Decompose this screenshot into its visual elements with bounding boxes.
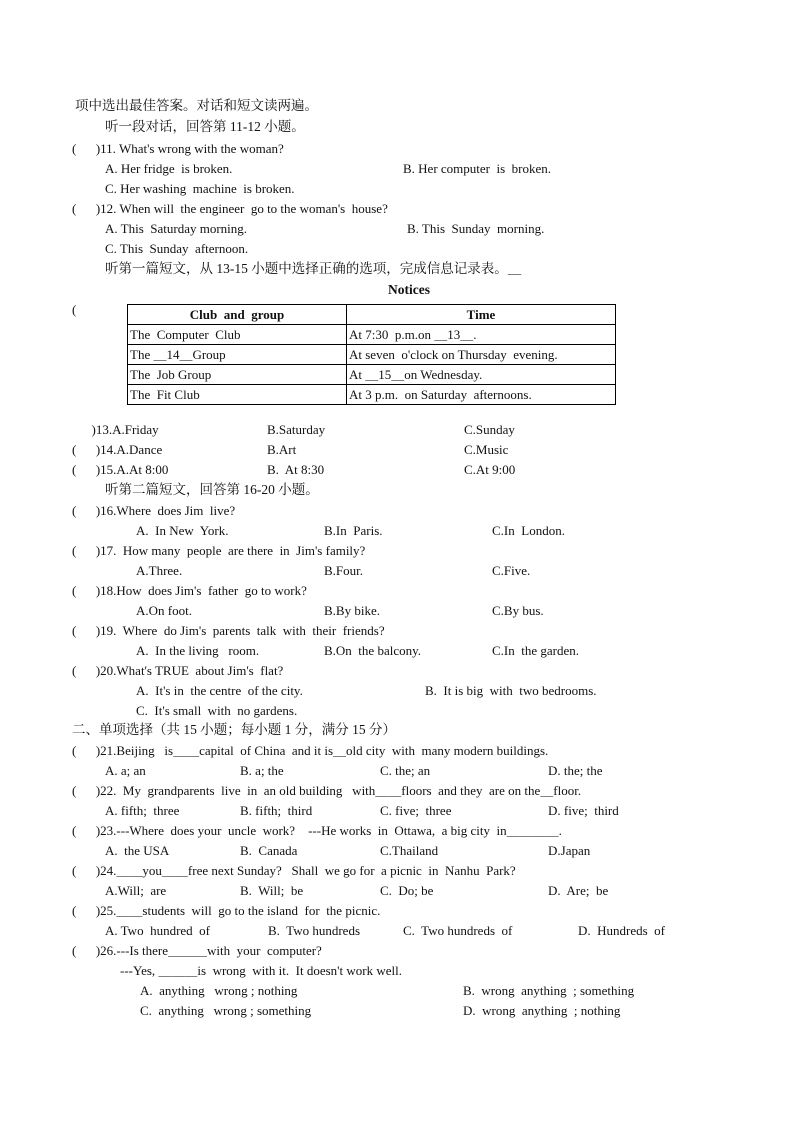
q13-option-c: C.Sunday: [464, 422, 515, 437]
intro-line-2: 听一段对话，回答第 11-12 小题。: [105, 119, 305, 134]
q11-option-a: A. Her fridge is broken.: [105, 161, 233, 176]
q16-option-b: B.In Paris.: [324, 523, 383, 538]
q20-option-a: A. It's in the centre of the city.: [136, 683, 303, 698]
q23-option-a: A. the USA: [105, 843, 170, 858]
q15-option-c: C.At 9:00: [464, 462, 516, 477]
notices-cell: At ＿15＿on Wednesday.: [347, 365, 616, 385]
q26-option-c: C. anything wrong ; something: [140, 1003, 312, 1018]
notices-table: [127, 304, 616, 405]
section2-heading: 二、单项选择（共 15 小题；每小题 1 分，满分 15 分）: [72, 722, 396, 737]
q14-option-c: C.Music: [464, 442, 509, 457]
q19-stem: ( )19. Where do Jim's parents talk with their friends?: [72, 623, 385, 638]
q22-option-a: A. fifth; three: [105, 803, 180, 818]
q13-stem: )13.A.Friday: [72, 422, 159, 437]
q12-stem: ( )12. When will the engineer go to the woman's house?: [72, 201, 388, 216]
notices-header-club: Club and group: [128, 305, 347, 325]
notices-cell: At 7:30 p.m.on ＿13＿.: [347, 325, 616, 345]
q12-option-c: C. This Sunday afternoon.: [105, 241, 249, 256]
q12-option-a: A. This Saturday morning.: [105, 221, 248, 236]
q22-option-c: C. five; three: [380, 803, 452, 818]
q25-option-b: B. Two hundreds: [268, 923, 361, 938]
notices-title: Notices: [388, 282, 430, 297]
table-row: [128, 385, 616, 405]
q21-option-d: D. the; the: [548, 763, 603, 778]
notices-cell: The ＿14＿Group: [128, 345, 347, 365]
q25-option-a: A. Two hundred of: [105, 923, 211, 938]
intro-line-1: 项中选出最佳答案。对话和短文读两遍。: [75, 98, 318, 113]
q26-option-a: A. anything wrong ; nothing: [140, 983, 298, 998]
q21-option-a: A. a; an: [105, 763, 146, 778]
q17-option-a: A.Three.: [136, 563, 183, 578]
q14-option-b: B.Art: [267, 442, 297, 457]
q11-option-b: B. Her computer is broken.: [403, 161, 552, 176]
q24-option-b: B. Will; be: [240, 883, 304, 898]
q19-option-a: A. In the living room.: [136, 643, 260, 658]
q26-option-b: B. wrong anything ; something: [463, 983, 635, 998]
table-row: [128, 365, 616, 385]
q13-option-b: B.Saturday: [267, 422, 326, 437]
q15-option-b: B. At 8:30: [267, 462, 325, 477]
q25-stem: ( )25.＿＿students will go to the island for the picnic.: [72, 903, 381, 918]
notices-cell: The Fit Club: [128, 385, 347, 405]
table-row: [128, 345, 616, 365]
notices-cell: At 3 p.m. on Saturday afternoons.: [347, 385, 616, 405]
q24-option-c: C. Do; be: [380, 883, 434, 898]
notices-header-row: [128, 305, 616, 325]
q21-option-b: B. a; the: [240, 763, 284, 778]
passage1-instruction: 听第一篇短文，从 13-15 小题中选择正确的选项，完成信息记录表。＿: [105, 261, 522, 276]
q26-option-d: D. wrong anything ; nothing: [463, 1003, 621, 1018]
q17-option-c: C.Five.: [492, 563, 531, 578]
q16-option-a: A. In New York.: [136, 523, 229, 538]
q18-option-a: A.On foot.: [136, 603, 192, 618]
table-row: [128, 325, 616, 345]
q21-option-c: C. the; an: [380, 763, 431, 778]
q11-option-c: C. Her washing machine is broken.: [105, 181, 295, 196]
q18-stem: ( )18.How does Jim's father go to work?: [72, 583, 307, 598]
q24-option-a: A.Will; are: [105, 883, 167, 898]
notices-header-time: Time: [347, 305, 616, 325]
q14-stem: ( )14.A.Dance: [72, 442, 163, 457]
q18-option-c: C.By bus.: [492, 603, 544, 618]
q19-option-b: B.On the balcony.: [324, 643, 421, 658]
q25-option-d: D. Hundreds of: [578, 923, 666, 938]
notices-cell: At seven o'clock on Thursday evening.: [347, 345, 616, 365]
q21-stem: ( )21.Beijing is＿＿capital of China and it is＿old city with many modern buildings.: [72, 743, 549, 758]
q25-option-c: C. Two hundreds of: [403, 923, 513, 938]
q20-option-c: C. It's small with no gardens.: [136, 703, 298, 718]
q22-stem: ( )22. My grandparents live in an old building with＿＿floors and they are on the＿floor.: [72, 783, 582, 798]
q26-stem-2: ---Yes, ＿＿＿is wrong with it. It doesn't work well.: [120, 963, 402, 978]
q17-option-b: B.Four.: [324, 563, 364, 578]
q20-stem: ( )20.What's TRUE about Jim's flat?: [72, 663, 284, 678]
q15-stem: ( )15.A.At 8:00: [72, 462, 169, 477]
q24-option-d: D. Are; be: [548, 883, 609, 898]
q16-stem: ( )16.Where does Jim live?: [72, 503, 236, 518]
q22-option-d: D. five; third: [548, 803, 619, 818]
q24-stem: ( )24.＿＿you＿＿free next Sunday? Shall we go for a picnic in Nanhu Park?: [72, 863, 516, 878]
q11-stem: ( )11. What's wrong with the woman?: [72, 141, 284, 156]
q23-option-c: C.Thailand: [380, 843, 439, 858]
passage1-paren: (: [72, 302, 77, 317]
notices-cell: The Computer Club: [128, 325, 347, 345]
passage2-instruction: 听第二篇短文，回答第 16-20 小题。: [105, 482, 319, 497]
notices-cell: The Job Group: [128, 365, 347, 385]
q23-stem: ( )23.---Where does your uncle work? ---He works in Ottawa, a big city in＿＿＿＿.: [72, 823, 562, 838]
q26-stem: ( )26.---Is there＿＿＿with your computer?: [72, 943, 322, 958]
q22-option-b: B. fifth; third: [240, 803, 313, 818]
q23-option-d: D.Japan: [548, 843, 591, 858]
q16-option-c: C.In London.: [492, 523, 565, 538]
q20-option-b: B. It is big with two bedrooms.: [425, 683, 597, 698]
q19-option-c: C.In the garden.: [492, 643, 580, 658]
q12-option-b: B. This Sunday morning.: [407, 221, 545, 236]
q23-option-b: B. Canada: [240, 843, 298, 858]
q18-option-b: B.By bike.: [324, 603, 380, 618]
q17-stem: ( )17. How many people are there in Jim's family?: [72, 543, 366, 558]
